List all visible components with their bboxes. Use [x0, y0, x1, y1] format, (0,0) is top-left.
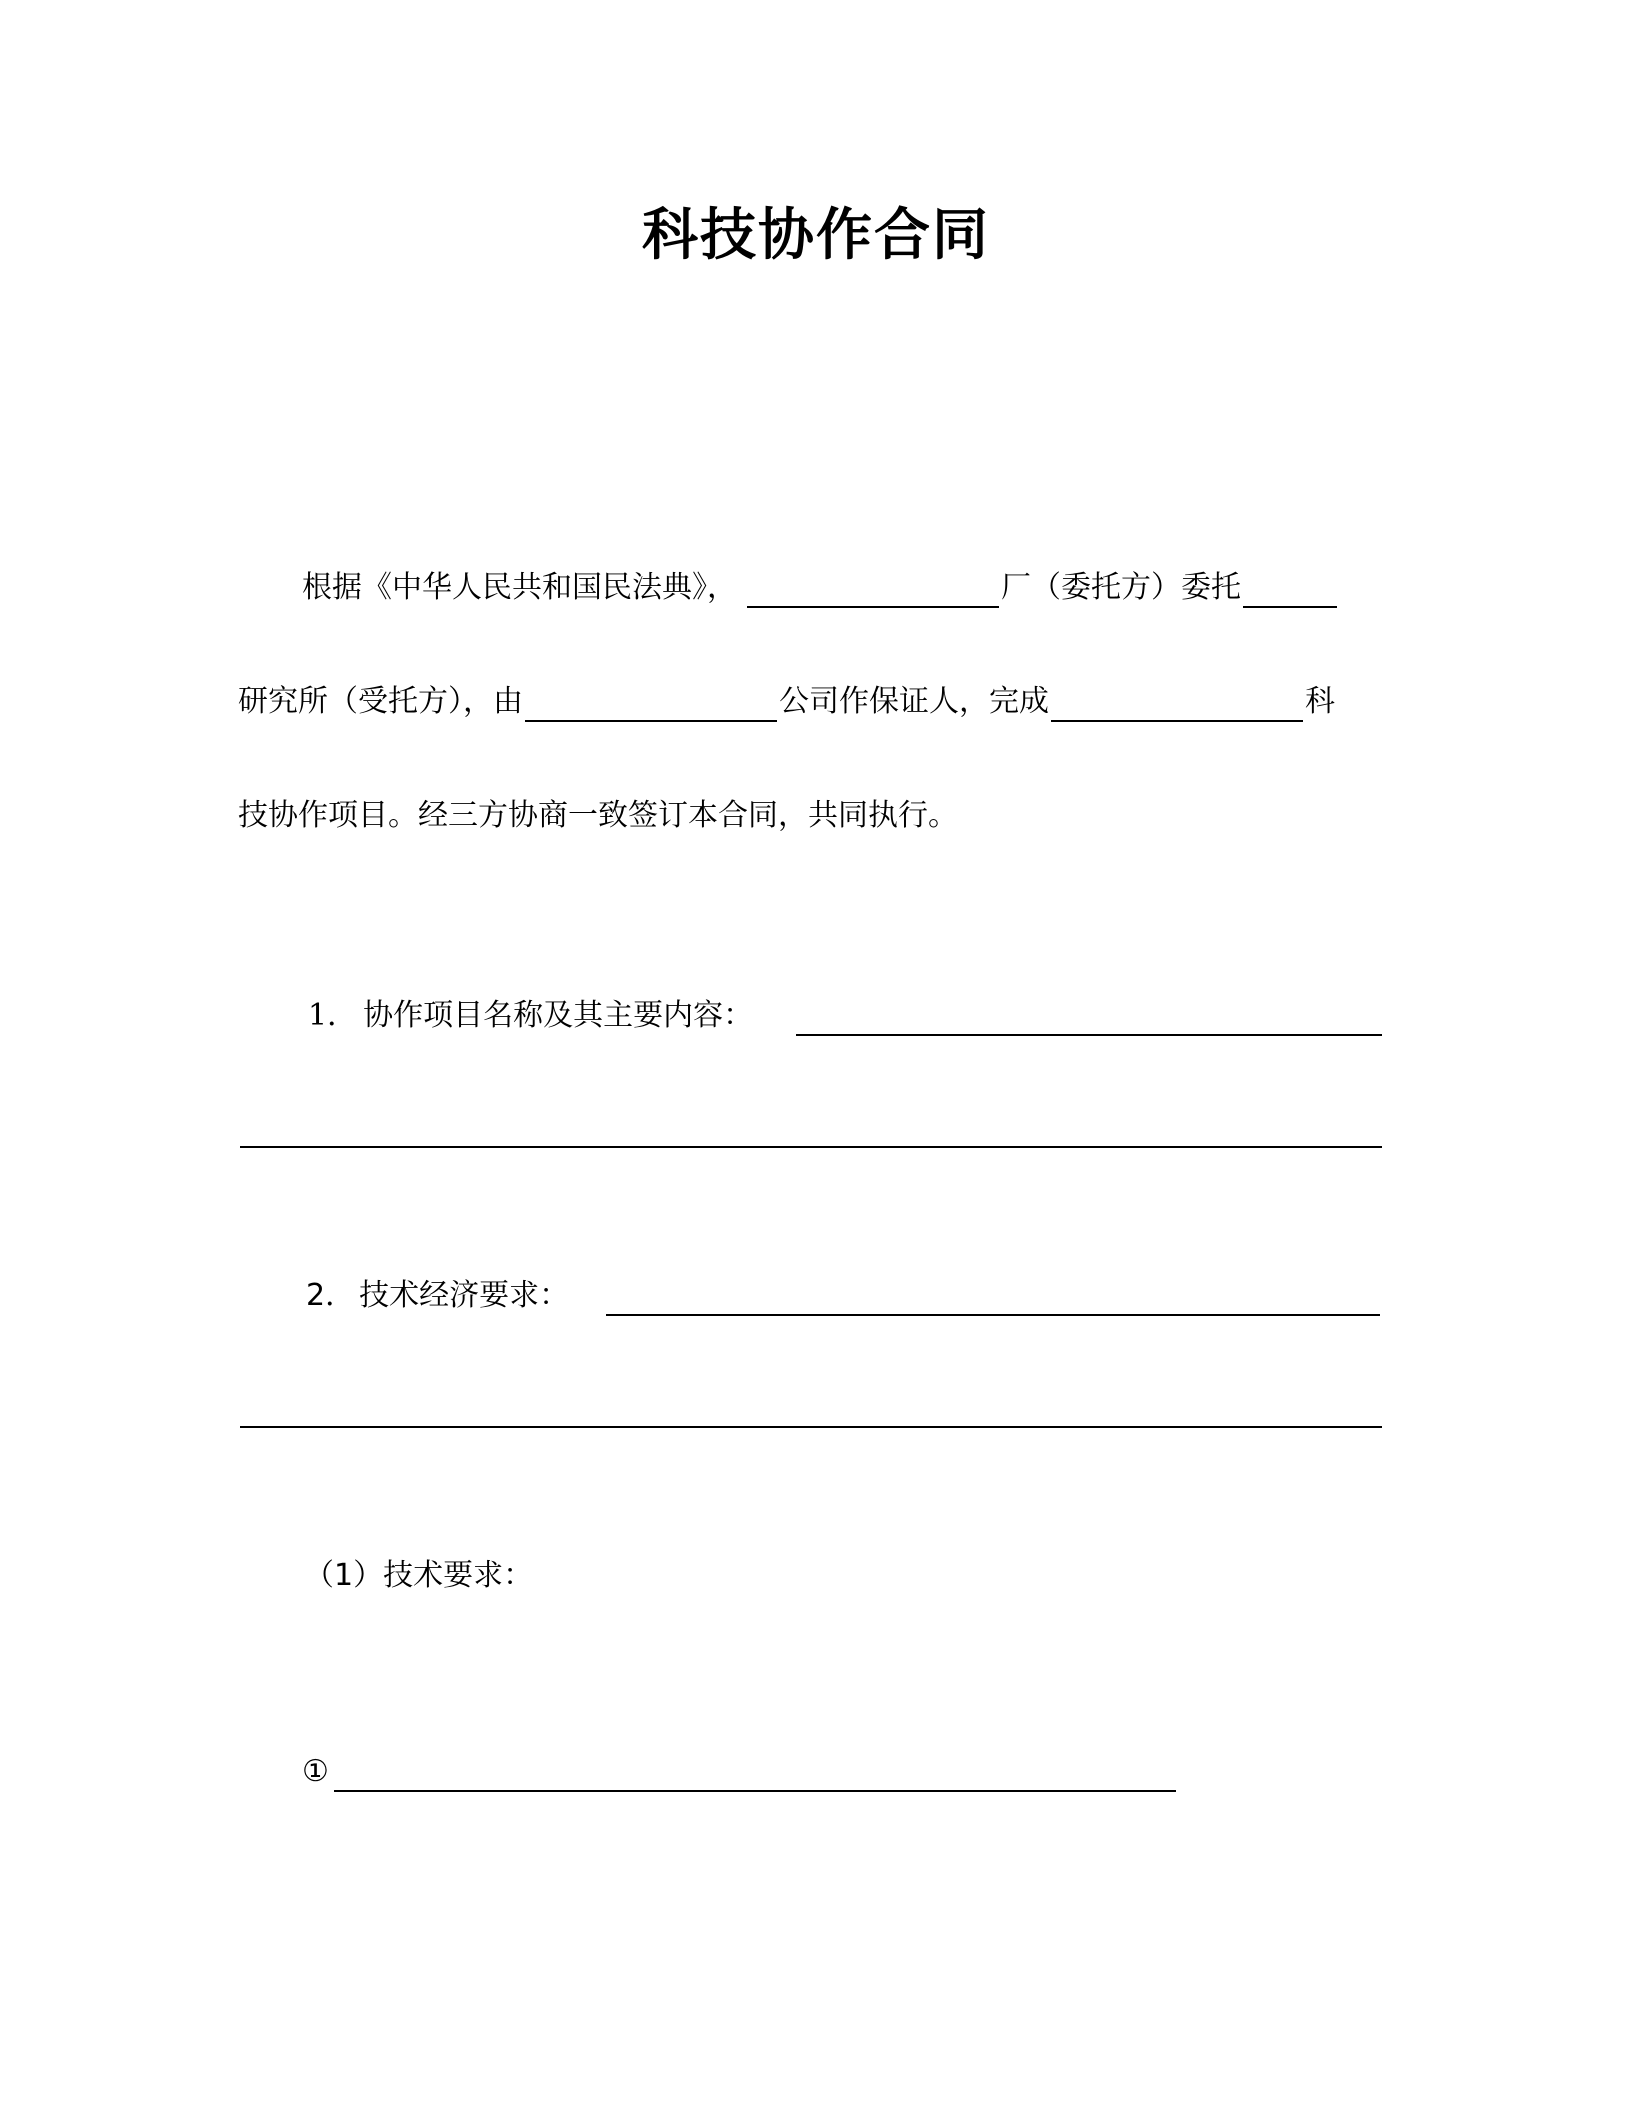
blank-project-name[interactable]: [1051, 682, 1303, 722]
clause-1-line: [308, 996, 753, 1036]
clause-2-blank-line-1[interactable]: [606, 1314, 1380, 1316]
blank-guarantor-company[interactable]: [525, 682, 777, 722]
sub-clause-1-line: [304, 1556, 533, 1596]
preamble-text-1b: 厂（委托方）委托: [1001, 570, 1241, 605]
preamble-line-3: [238, 796, 958, 836]
clause-2-label: 技术经济要求：: [359, 1278, 570, 1313]
blank-research-institute-start[interactable]: [1243, 568, 1337, 608]
sub-clause-1-label: （1）技术要求：: [304, 1558, 534, 1593]
preamble-line-1: [302, 568, 1339, 608]
clause-1-label: 协作项目名称及其主要内容：: [363, 998, 754, 1033]
clause-1-number: 1．: [308, 998, 358, 1033]
item-1-blank-line[interactable]: [334, 1790, 1176, 1792]
preamble-text-2b: 公司作保证人，完成: [779, 684, 1049, 719]
preamble-text-2a: 研究所（受托方），由: [238, 684, 523, 719]
clause-1-blank-line-1[interactable]: [796, 1034, 1382, 1036]
clause-1-blank-line-2[interactable]: [240, 1146, 1382, 1148]
preamble-text-3: 技协作项目。经三方协商一致签订本合同，共同执行。: [238, 798, 958, 833]
item-1-marker: ①: [302, 1754, 329, 1789]
preamble-text-2c: 科: [1305, 684, 1335, 719]
preamble-line-2: [238, 682, 1335, 722]
clause-2-blank-line-2[interactable]: [240, 1426, 1382, 1428]
blank-factory-name[interactable]: [747, 568, 999, 608]
clause-2-number: 2．: [306, 1278, 356, 1313]
item-1-line: [302, 1752, 329, 1792]
document-title: 科技协作合同: [642, 203, 990, 268]
preamble-text-1a: 根据《中华人民共和国民法典》，: [302, 570, 737, 605]
clause-2-line: [306, 1276, 569, 1316]
